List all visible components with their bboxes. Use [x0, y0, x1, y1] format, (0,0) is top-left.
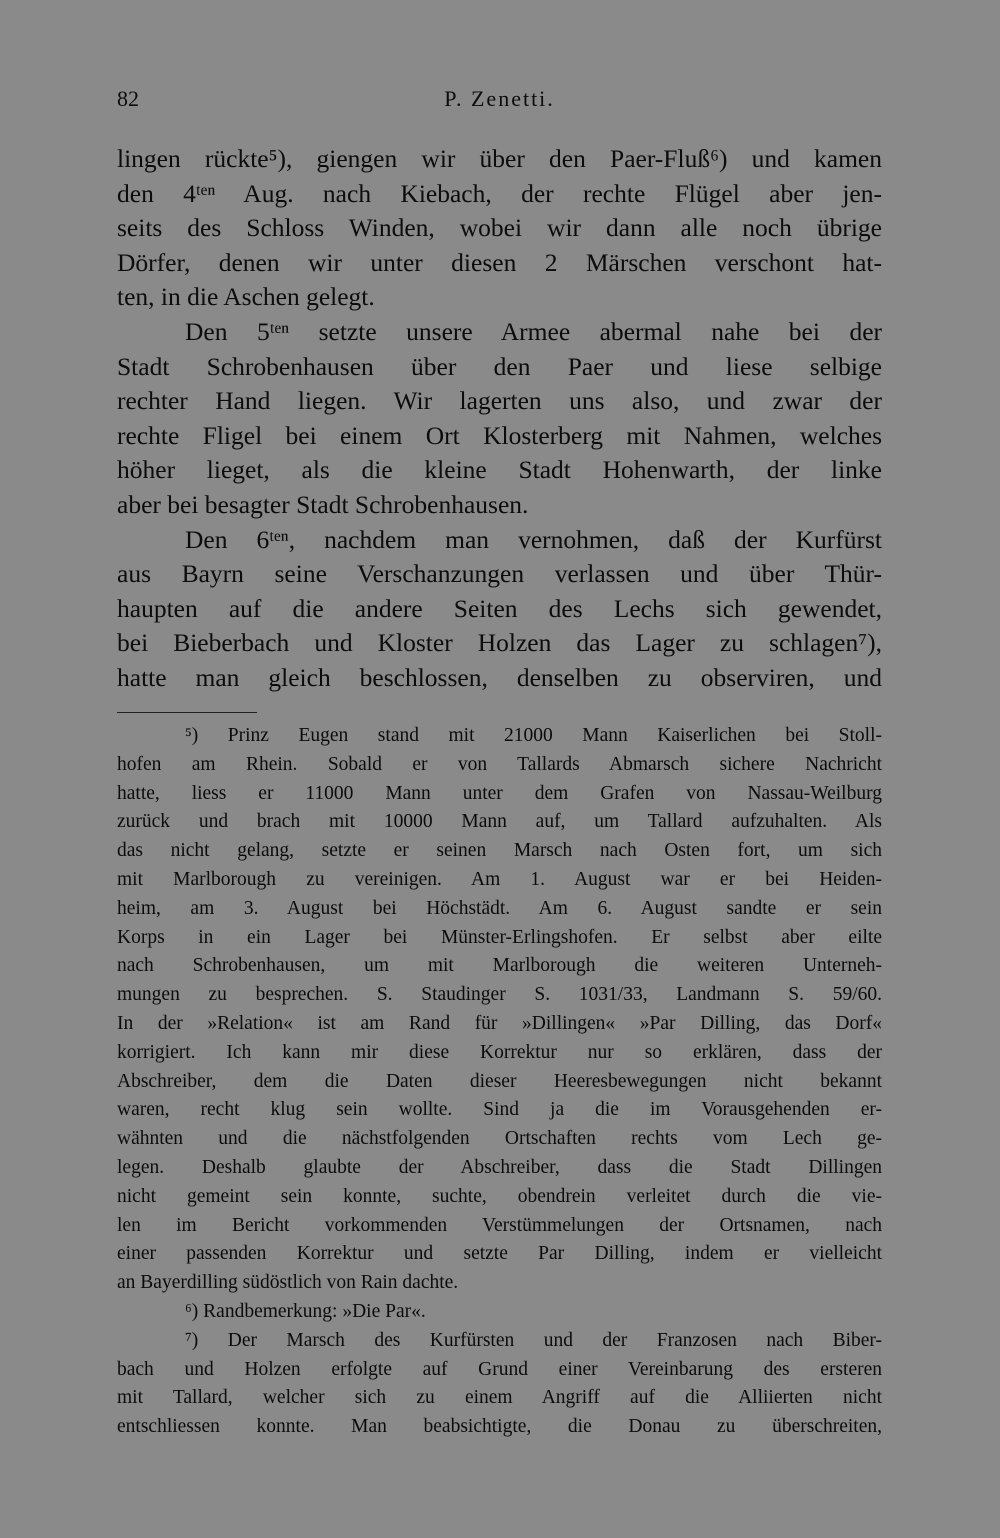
footnote-line: mungen zu besprechen. S. Staudinger S. 1031/33, Landmann S. 59/60. [117, 984, 882, 1006]
footnote-line: heim, am 3. August bei Höchstädt. Am 6. August sandte er sein [117, 897, 882, 919]
footnote-divider [117, 712, 257, 713]
footnotes [117, 722, 882, 1442]
text-line: lingen rückte⁵), giengen wir über den Paer-Fluß⁶) und kamen [117, 144, 882, 173]
text-line: rechte Fligel bei einem Ort Klosterberg mit Nahmen, welches [117, 420, 882, 450]
text-line: Den 6ᵗᵉⁿ, nachdem man vernohmen, daß der Kurfürst [185, 524, 882, 554]
page-number: 82 [117, 86, 139, 111]
footnote-line: das nicht gelang, setzte er seinen Marsch nach Osten fort, um sich [117, 840, 882, 862]
footnote-line: Korps in ein Lager bei Münster-Erlingshofen. Er selbst aber eilte [117, 926, 882, 948]
footnote-line: korrigiert. Ich kann mir diese Korrektur nur so erklären, dass der [117, 1041, 882, 1063]
text-line: höher lieget, als die kleine Stadt Hohenwarth, der linke [117, 455, 882, 485]
footnote-line: nicht gemeint sein konnte, suchte, obendrein verleitet durch die vie- [117, 1185, 882, 1207]
running-head: P. Zenetti. [444, 86, 555, 111]
footnote-line: ⁶) Randbemerkung: »Die Par«. [185, 1300, 426, 1322]
footnote-line: nach Schrobenhausen, um mit Marlborough die weiteren Unterneh- [117, 955, 882, 977]
page-header [117, 86, 882, 120]
text-line: bei Bieberbach und Kloster Holzen das Lager zu schlagen⁷), [117, 628, 882, 658]
footnote-line: an Bayerdilling südöstlich von Rain dachte. [117, 1272, 459, 1294]
footnote-line: bach und Holzen erfolgte auf Grund einer Vereinbarung des ersteren [117, 1358, 882, 1380]
text-line: aber bei besagter Stadt Schrobenhausen. [117, 489, 529, 519]
footnote-line: entschliessen konnte. Man beabsichtigte, die Donau zu überschreiten, [117, 1416, 882, 1438]
text-line: Den 5ᵗᵉⁿ setzte unsere Armee abermal nahe bei der [185, 316, 882, 346]
text-line: seits des Schloss Winden, wobei wir dann alle noch übrige [117, 213, 882, 243]
footnote-line: ⁷) Der Marsch des Kurfürsten und der Franzosen nach Biber- [185, 1329, 882, 1351]
footnote-line: zurück und brach mit 10000 Mann auf, um Tallard aufzuhalten. Als [117, 811, 882, 833]
text-line: ten, in die Aschen gelegt. [117, 282, 375, 312]
text-line: Dörfer, denen wir unter diesen 2 Märschen verschont hat- [117, 247, 882, 277]
text-line: aus Bayrn seine Verschanzungen verlassen und über Thür- [117, 559, 882, 589]
footnote-line: hatte, liess er 11000 Mann unter dem Grafen von Nassau-Weilburg [117, 782, 882, 804]
main-text [117, 142, 882, 696]
footnote-line: hofen am Rhein. Sobald er von Tallards Abmarsch sichere Nachricht [117, 753, 882, 775]
text-line: den 4ᵗᵉⁿ Aug. nach Kiebach, der rechte Flügel aber jen- [117, 178, 882, 208]
footnote-line: len im Bericht vorkommenden Verstümmelungen der Ortsnamen, nach [117, 1214, 882, 1236]
text-line: hatte man gleich beschlossen, denselben zu observiren, und [117, 662, 882, 692]
footnote-line: mit Marlborough zu vereinigen. Am 1. August war er bei Heiden- [117, 868, 882, 890]
text-line: rechter Hand liegen. Wir lagerten uns also, und zwar der [117, 386, 882, 416]
text-line: Stadt Schrobenhausen über den Paer und liese selbige [117, 351, 882, 381]
footnote-line: Abschreiber, dem die Daten dieser Heeresbewegungen nicht bekannt [117, 1070, 882, 1092]
footnote-line: wähnten und die nächstfolgenden Ortschaften rechts vom Lech ge- [117, 1128, 882, 1150]
footnote-line: waren, recht klug sein wollte. Sind ja die im Vorausgehenden er- [117, 1099, 882, 1121]
footnote-line: einer passenden Korrektur und setzte Par Dilling, indem er vielleicht [117, 1243, 882, 1265]
text-line: haupten auf die andere Seiten des Lechs sich gewendet, [117, 593, 882, 623]
footnote-line: legen. Deshalb glaubte der Abschreiber, dass die Stadt Dillingen [117, 1156, 882, 1178]
footnote-line: In der »Relation« ist am Rand für »Dillingen« »Par Dilling, das Dorf« [117, 1012, 882, 1034]
footnote-line: mit Tallard, welcher sich zu einem Angriff auf die Alliierten nicht [117, 1387, 882, 1409]
footnote-line: ⁵) Prinz Eugen stand mit 21000 Mann Kaiserlichen bei Stoll- [185, 725, 882, 746]
